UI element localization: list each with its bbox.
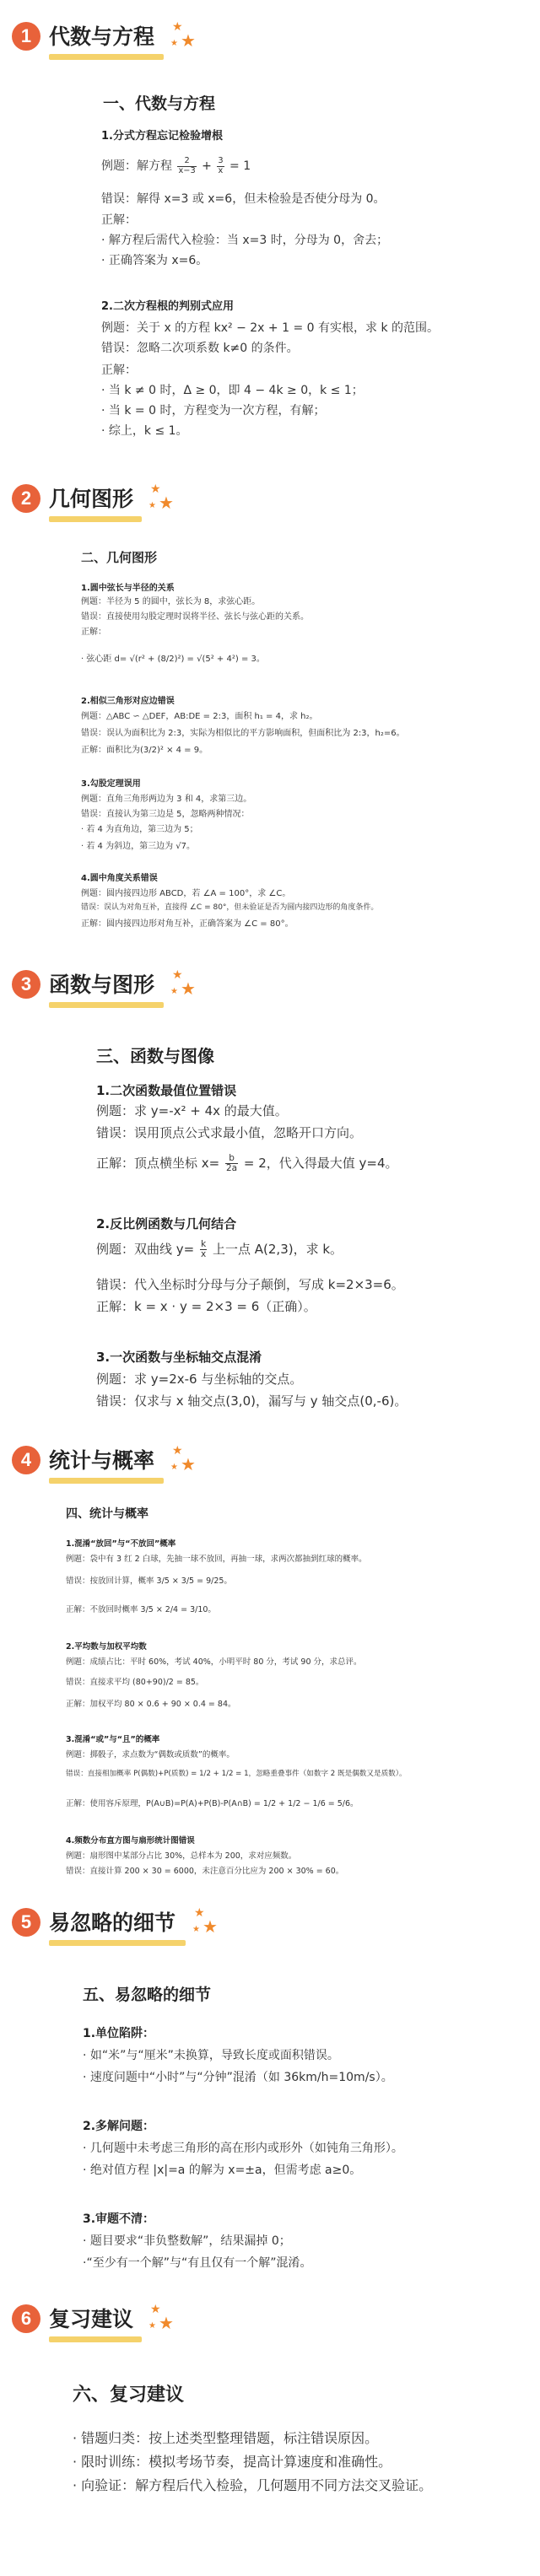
text-line: 错误：误用顶点公式求最小值，忽略开口方向。 (96, 1125, 363, 1140)
text-line: 例题：掷骰子，求点数为“偶数或质数”的概率。 (66, 1750, 235, 1760)
section-header-5: 5 易忽略的细节 ★ ★ ★ (12, 1903, 299, 1950)
section-header-4: 4 统计与概率 ★ ★ ★ (12, 1441, 299, 1488)
text-line: 例题：求 y=2x-6 与坐标轴的交点。 (96, 1372, 303, 1387)
section-header-1: 1 代数与方程 ★ ★ ★ (12, 17, 299, 64)
text-line: 正解： (81, 628, 106, 637)
text-line: 例题：半径为 5 的圆中，弦长为 8，求弦心距。 (81, 597, 261, 606)
section-number-badge: 4 (12, 1446, 40, 1474)
text-line: · 绝对值方程 |x|=a 的解为 x=±a，但需考虑 a≥0。 (83, 2164, 362, 2177)
text-line: · 题目要求“非负整数解”，结果漏掉 0； (83, 2234, 291, 2248)
text-line: 例题：袋中有 3 红 2 白球，先抽一球不放回，再抽一球，求两次都抽到红球的概率。 (66, 1555, 367, 1564)
text-line: 正解：不放回时概率 3/5 × 2/4 = 3/10。 (66, 1605, 216, 1614)
item-title: 1.圆中弦长与半径的关系 (81, 584, 175, 593)
text-line: · 如“米”与“厘米”未换算，导致长度或面积错误。 (83, 2049, 339, 2062)
heading-statistics: 四、统计与概率 (66, 1507, 148, 1521)
item-title: 2.相似三角形对应边错误 (81, 697, 175, 706)
text-line: 例题：成绩占比：平时 60%，考试 40%，小明平时 80 分，考试 90 分，求总评。 (66, 1657, 362, 1667)
text-line: 错误：仅求与 x 轴交点(3,0)，漏写与 y 轴交点(0,-6)。 (96, 1393, 408, 1409)
text-line: 正解： (101, 213, 137, 227)
text-line: 例题：圆内接四边形 ABCD，若 ∠A = 100°，求 ∠C。 (81, 889, 291, 898)
text-line: 错误：误认为对角互补，直接得 ∠C = 80°，但未验证是否为圆内接四边形的角度条件。 (81, 903, 379, 912)
heading-details: 五、易忽略的细节 (83, 1986, 212, 2004)
text-line: · 速度问题中“小时”与“分钟”混淆（如 36km/h=10m/s）。 (83, 2071, 393, 2084)
section-header-6: 6 复习建议 ★ ★ ★ (12, 2299, 299, 2347)
section-number-badge: 5 (12, 1908, 40, 1937)
text-line: · 综上，k ≤ 1。 (101, 424, 188, 438)
title-underline (49, 1002, 164, 1008)
text-line: 错误：直接求平均 (80+90)/2 = 85。 (66, 1678, 204, 1687)
text-line: 正解：k = x · y = 2×3 = 6（正确）。 (96, 1299, 316, 1314)
item-title: 2.平均数与加权平均数 (66, 1642, 147, 1652)
text-line: 错误：代入坐标时分母与分子颠倒，写成 k=2×3=6。 (96, 1277, 404, 1292)
item-title: 1.单位陷阱： (83, 2027, 155, 2040)
title-underline (49, 1940, 186, 1946)
item-title: 1.混淆“放回”与“不放回”概率 (66, 1539, 176, 1549)
example-equation: 例题：解方程 $\frac{2}{x-3}$ + $\frac{3}{x}$ = 1 (101, 156, 251, 175)
item-title: 4.频数分布直方图与扇形统计图错误 (66, 1836, 195, 1846)
text-line: · 向验证：解方程后代入检验，几何题用不同方法交叉验证。 (73, 2477, 433, 2493)
item-title: 1.二次函数最值位置错误 (96, 1083, 237, 1098)
title-underline (49, 54, 164, 60)
text-line: 例题：关于 x 的方程 kx² − 2x + 1 = 0 有实根，求 k 的范围。 (101, 321, 439, 335)
text-line: · 若 4 为斜边，第三边为 √7。 (81, 842, 195, 851)
text-line: · 正确答案为 x=6。 (101, 254, 208, 267)
item-title: 3.一次函数与坐标轴交点混淆 (96, 1350, 262, 1365)
section-header-3: 3 函数与图形 ★ ★ ★ (12, 965, 299, 1012)
text-line: 例题：扇形图中某部分占比 30%，总样本为 200，求对应频数。 (66, 1851, 297, 1861)
text-line: ·“至少有一个解”与“有且仅有一个解”混淆。 (83, 2256, 312, 2270)
text-line: 错误：解得 x=3 或 x=6，但未检验是否使分母为 0。 (101, 192, 386, 206)
item-title: 2.二次方程根的判别式应用 (101, 300, 234, 313)
section-title: 几何图形 (49, 487, 134, 511)
text-line: 正解：圆内接四边形对角互补，正确答案为 ∠C = 80°。 (81, 919, 294, 929)
section-title: 易忽略的细节 (49, 1910, 176, 1935)
title-underline (49, 1478, 164, 1484)
text-line: · 错题归类：按上述类型整理错题，标注错误原因。 (73, 2430, 379, 2446)
item-title: 1.分式方程忘记检验增根 (101, 130, 223, 143)
text-line: 错误：直接计算 200 × 30 = 6000，未注意百分比应为 200 × 30% = 60。 (66, 1867, 344, 1876)
text-line: 正解：面积比为(3/2)² × 4 = 9。 (81, 746, 208, 755)
text-line: 正解： (101, 364, 137, 377)
title-underline (49, 516, 142, 522)
item-title: 2.多解问题： (83, 2120, 155, 2133)
item-title: 3.审题不清： (83, 2212, 155, 2226)
text-line: 正解：使用容斥原理，P(A∪B)=P(A)+P(B)-P(A∩B) = 1/2 + 1/2 − 1/6 = 5/6。 (66, 1799, 359, 1808)
text-line: · 解方程后需代入检验：当 x=3 时，分母为 0，舍去； (101, 234, 389, 247)
section-title: 复习建议 (49, 2307, 134, 2331)
heading-geometry: 二、几何图形 (81, 550, 158, 565)
text-line: 例题：△ABC ∽ △DEF，AB:DE = 2:3，面积 h₁ = 4，求 h₂。 (81, 712, 318, 721)
answer-line: 正解：顶点横坐标 x= $\frac{b}{2a}$ = 2，代入得最大值 y=4。 (96, 1153, 398, 1174)
text-line: 例题：求 y=-x² + 4x 的最大值。 (96, 1103, 288, 1118)
text-line: 错误：按放回计算，概率 3/5 × 3/5 = 9/25。 (66, 1576, 232, 1586)
question-line: 例题：双曲线 y= $\frac{k}{x}$ 上一点 A(2,3)，求 k。 (96, 1239, 343, 1260)
section-title: 函数与图形 (49, 973, 155, 997)
text-line: 错误：直接使用勾股定理时误将半径、弦长与弦心距的关系。 (81, 612, 309, 622)
text-line: 例题：直角三角形两边为 3 和 4，求第三边。 (81, 795, 252, 804)
item-title: 2.反比例函数与几何结合 (96, 1216, 237, 1231)
title-underline (49, 2336, 142, 2342)
text-line: · 限时训练：模拟考场节奏，提高计算速度和准确性。 (73, 2454, 392, 2470)
section-header-2: 2 几何图形 ★ ★ ★ (12, 479, 299, 526)
text-line: 正解：加权平均 80 × 0.6 + 90 × 0.4 = 84。 (66, 1700, 236, 1709)
text-line: · 若 4 为直角边，第三边为 5； (81, 825, 198, 834)
section-title: 统计与概率 (49, 1448, 155, 1473)
section-title: 代数与方程 (49, 24, 155, 49)
section-number-badge: 3 (12, 970, 40, 999)
heading-functions: 三、函数与图像 (96, 1046, 214, 1066)
formula-line: · 弦心距 d= √(r² + (8/2)²) = √(5² + 4²) = 3。 (81, 655, 265, 664)
text-line: · 几何题中未考虑三角形的高在形内或形外（如钝角三角形）。 (83, 2142, 403, 2155)
heading-algebra: 一、代数与方程 (103, 94, 216, 113)
section-number-badge: 1 (12, 22, 40, 51)
heading-review: 六、复习建议 (73, 2385, 185, 2406)
text-line: 错误：直接认为第三边是 5，忽略两种情况： (81, 810, 250, 819)
text-line: 错误：误认为面积比为 2:3，实际为相似比的平方影响面积，但面积比为 2:3，h₂=6。 (81, 729, 405, 738)
item-title: 4.圆中角度关系错误 (81, 874, 158, 883)
section-number-badge: 2 (12, 484, 40, 513)
text-line: 错误：直接相加概率 P(偶数)+P(质数) = 1/2 + 1/2 = 1，忽略重叠事件（如数字 2 既是偶数又是质数）。 (66, 1770, 407, 1778)
text-line: · 当 k = 0 时，方程变为一次方程，有解； (101, 404, 326, 418)
section-number-badge: 6 (12, 2304, 40, 2333)
text-line: 错误：忽略二次项系数 k≠0 的条件。 (101, 342, 299, 355)
item-title: 3.勾股定理误用 (81, 779, 141, 789)
item-title: 3.混淆“或”与“且”的概率 (66, 1735, 160, 1744)
text-line: · 当 k ≠ 0 时，Δ ≥ 0，即 4 − 4k ≥ 0，k ≤ 1； (101, 384, 364, 397)
